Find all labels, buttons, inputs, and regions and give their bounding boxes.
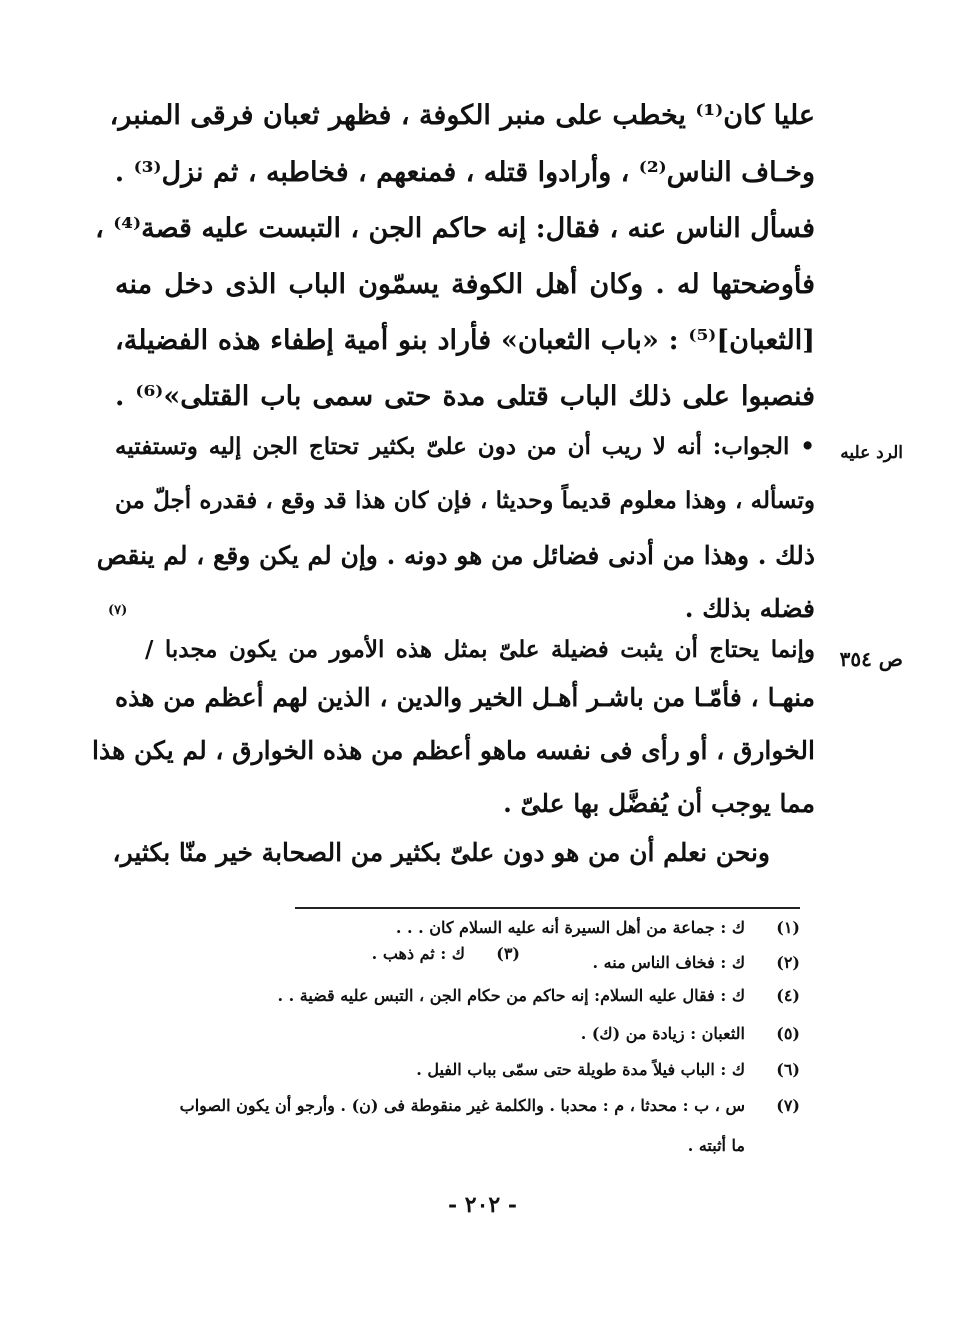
footnote-7-continued-text: ما أثبته . <box>687 1136 745 1155</box>
footnote-3-number: (٣) <box>496 944 520 963</box>
footnote-2-number: (٢) <box>776 953 800 972</box>
footnote-5-text: الثعبان : زيادة من (ك) . <box>580 1024 745 1043</box>
footnote-4-number: (٤) <box>776 986 800 1005</box>
body-line-13: الخوارق ، أو رأى فى نفسه ماهو أعظم من هذه الخوارق ، لم يكن هذا <box>92 736 815 765</box>
footnote-1-number: (١) <box>776 918 800 937</box>
body-line-5: [الثعبان]⁽⁵⁾ : «باب الثعبان» فأراد بنو أمية إطفاء هذه الفضيلة، <box>115 325 815 356</box>
margin-note-page-ref: ص ٣٥٤ <box>839 647 903 671</box>
footnote-3-text: ك : ثم ذهب . <box>371 944 465 963</box>
body-line-4: فأوضحتها له . وكان أهل الكوفة يسمّون الباب الذى دخل منه <box>115 269 815 300</box>
answer-line-1: • الجواب: أنه لا ريب أن من دون علىّ بكثير تحتاج الجن إليه وتستفتيه <box>115 433 815 460</box>
answer-line-3: ذلك . وهذا من أدنى فضائل من هو دونه . وإن لم يكن وقع ، لم ينقص <box>96 541 815 570</box>
footnote-5-number: (٥) <box>776 1024 800 1043</box>
body-line-1: عليا كان⁽¹⁾ يخطب على منبر الكوفة ، فظهر ثعبان فرقى المنبر، <box>109 100 815 131</box>
body-line-12: منهـا ، فأمّـا من باشـر أهـل الخير والدين ، الذين لهم أعظم من هذه <box>115 683 815 712</box>
footnote-6-number: (٦) <box>776 1060 800 1079</box>
body-line-6: فنصبوا على ذلك الباب قتلى مدة حتى سمى باب القتلى»⁽⁶⁾ . <box>115 381 816 412</box>
body-line-15: ونحن نعلم أن من هو دون علىّ بكثير من الصحابة خير منّا بكثير، <box>112 838 770 867</box>
answer-line-2: وتسأله ، وهذا معلوم قديماً وحديثا ، فإن كان هذا قد وقع ، فقدره أجلّ من <box>115 487 815 514</box>
footnote-6-text: ك : الباب فيلاً مدة طويلة حتى سمّى بباب الفيل . <box>416 1060 745 1079</box>
margin-note-reply: الرد عليه <box>840 443 903 463</box>
footnote-2-text: ك : فخاف الناس منه . <box>592 953 745 972</box>
page-number: - ٢٠٢ - <box>447 1192 518 1218</box>
footnote-7-marker: (٧) <box>108 603 128 618</box>
footnote-4-text: ك : فقال عليه السلام: إنه حاكم من حكام الجن ، التبس عليه قضية . . <box>277 986 745 1005</box>
footnote-7-text: س ، ب : محدثا ، م : محدبا . والكلمة غير منقوطة فى (ن) . وأرجو أن يكون الصواب <box>179 1096 745 1115</box>
answer-line-4: فضله بذلك . <box>684 594 815 623</box>
footnote-1-text: ك : جماعة من أهل السيرة أنه عليه السلام كان . . . <box>395 918 745 937</box>
body-line-11: وإنما يحتاج أن يثبت فضيلة علىّ بمثل هذه الأمور من يكون مجدبا / <box>145 636 815 663</box>
footnote-separator <box>295 907 800 909</box>
body-line-14: مما يوجب أن يُفضَّل بها علىّ . <box>503 789 815 818</box>
body-line-2: وخـاف الناس⁽²⁾ ، وأرادوا قتله ، فمنعهم ، فخاطبه ، ثم نزل⁽³⁾ . <box>114 157 815 188</box>
footnote-7-number: (٧) <box>776 1096 800 1115</box>
body-line-3: فسأل الناس عنه ، فقال: إنه حاكم الجن ، التبست عليه قصة⁽⁴⁾ ، <box>95 213 815 244</box>
